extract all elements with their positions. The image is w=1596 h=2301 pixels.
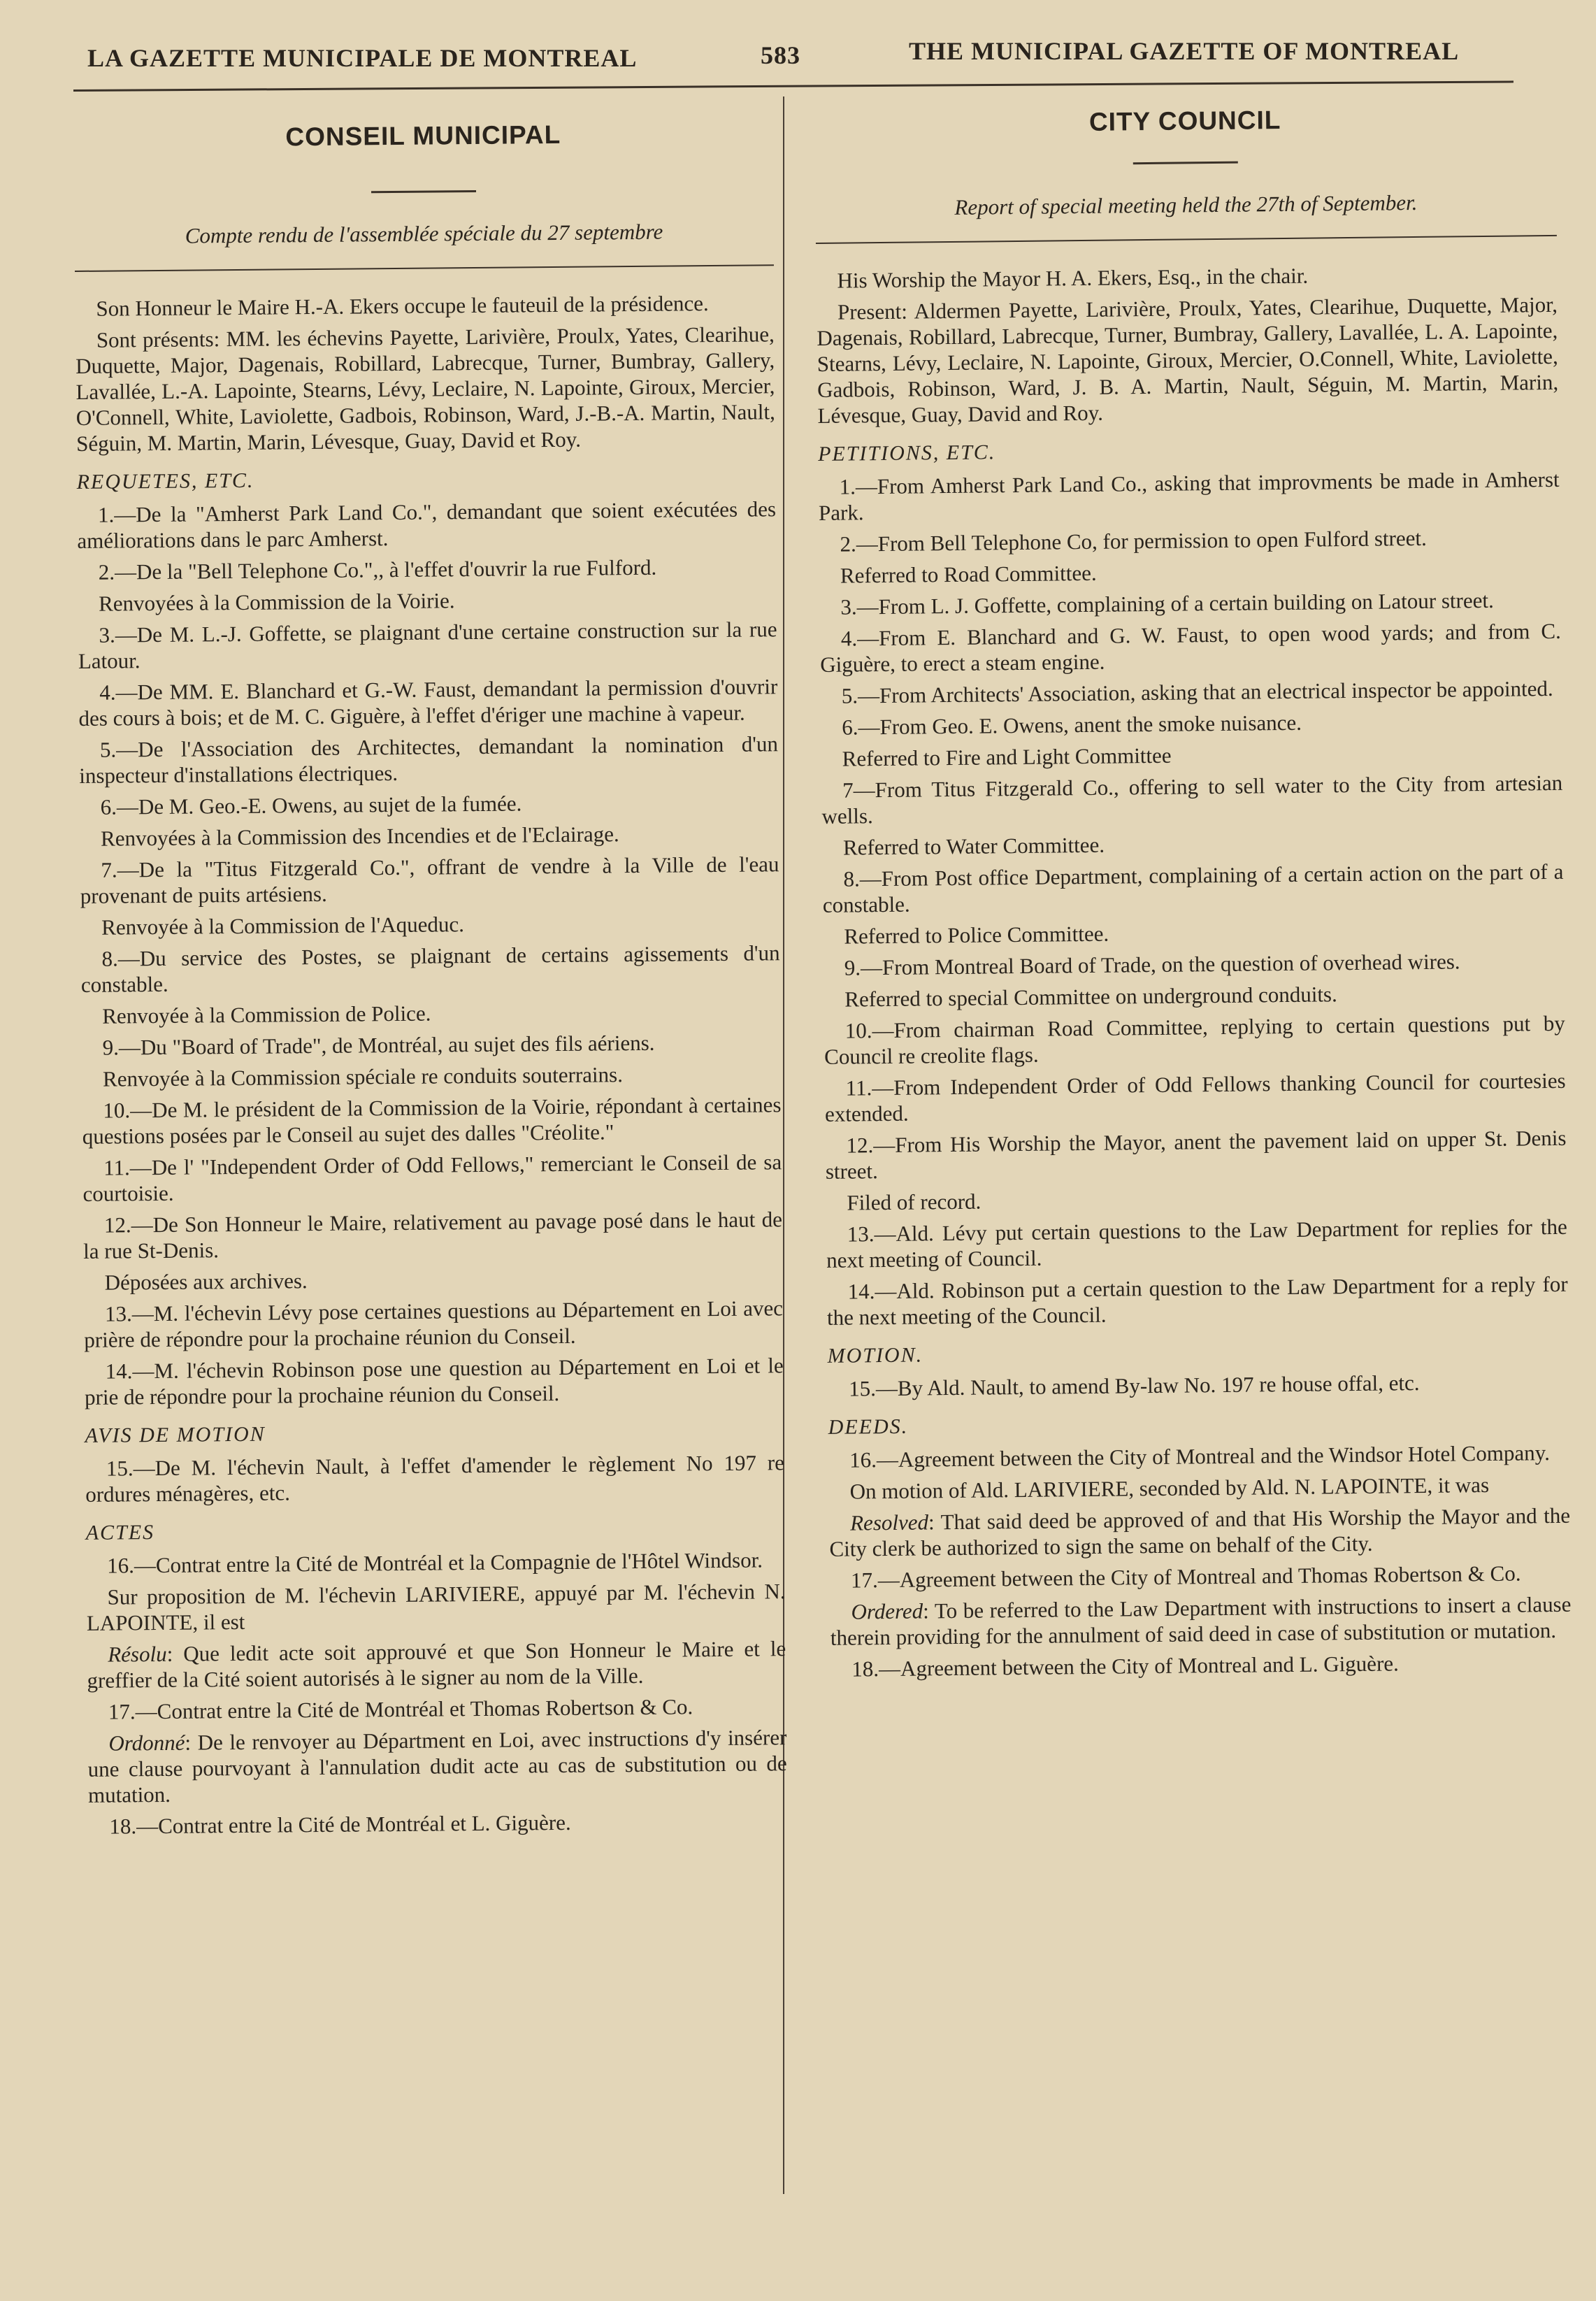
english-chair: His Worship the Mayor H. A. Ekers, Esq., in the chair. [837, 263, 1309, 293]
french-item: 3.—De M. L.-J. Goffette, se plaignant d'une certaine construction sur la rue Latour. [78, 617, 777, 673]
resolution-text: : That said deed be approved of and that His Worship the Mayor and the City clerk be authorized to sign the same on behalf of the City. [829, 1503, 1571, 1561]
english-item: Referred to special Committee on underground conduits. [844, 982, 1337, 1012]
french-item: Renvoyées à la Commission de la Voirie. [98, 588, 455, 616]
resolution-label: Résolu [108, 1641, 167, 1667]
english-item: 1.—From Amherst Park Land Co., asking that improvments be made in Amherst Park. [818, 466, 1560, 525]
french-item: 10.—De M. le président de la Commission de la Voirie, répondant à certaines questions posées par le Conseil au sujet des dalles "Créolite." [82, 1092, 782, 1149]
french-title: CONSEIL MUNICIPAL [285, 120, 561, 152]
english-item: 10.—From chairman Road Committee, replying to certain questions put by Council re creolite flags. [824, 1010, 1565, 1069]
english-item: 14.—Ald. Robinson put a certain question to the Law Department for a reply for the next meeting of the Council. [826, 1271, 1568, 1330]
french-item: 2.—De la "Bell Telephone Co.",, à l'effet d'ouvrir la rue Fulford. [98, 554, 657, 585]
english-item: 18.—Agreement between the City of Montreal and L. Giguère. [851, 1651, 1399, 1682]
french-item: 7.—De la "Titus Fitzgerald Co.", offrant de vendre à la Ville de l'eau provenant de puits artésiens. [80, 852, 779, 908]
french-item: 9.—Du "Board of Trade", de Montréal, au sujet des fils aériens. [102, 1030, 655, 1060]
english-column [814, 104, 1572, 1688]
english-item: 16.—Agreement between the City of Montreal and the Windsor Hotel Company. [849, 1440, 1551, 1472]
french-item: 11.—De l' "Independent Order of Odd Fellows," remerciant le Conseil de sa courtoisie. [82, 1149, 782, 1206]
english-item: Referred to Road Committee. [840, 560, 1097, 588]
french-resolution [87, 1635, 786, 1693]
french-item: 5.—De l'Association des Architectes, demandant la nomination d'un inspecteur d'installations électriques. [79, 731, 779, 788]
french-item: Renvoyée à la Commission spéciale re conduits souterrains. [102, 1062, 624, 1091]
french-item: 17.—Contrat entre la Cité de Montréal et Thomas Robertson & Co. [108, 1694, 693, 1724]
french-item: 12.—De Son Honneur le Maire, relativement au pavage posé dans le haut de la rue St-Denis. [83, 1207, 783, 1263]
resolution-label: Resolved [849, 1510, 929, 1535]
english-section-heading: DEEDS. [828, 1414, 909, 1439]
french-section-heading: REQUETES, ETC. [76, 468, 254, 494]
english-section-heading: PETITIONS, ETC. [817, 440, 996, 466]
french-subtitle-rule [75, 264, 774, 272]
french-order [87, 1724, 787, 1808]
english-item: 13.—Ald. Lévy put certain questions to the Law Department for replies for the next meeting of Council. [826, 1214, 1567, 1273]
header-english: THE MUNICIPAL GAZETTE OF MONTREAL [909, 37, 1460, 65]
french-item: 1.—De la "Amherst Park Land Co.", demandant que soient exécutées des améliorations dans le parc Amherst. [77, 496, 777, 553]
french-section-heading: ACTES [85, 1521, 155, 1544]
header-rule [73, 80, 1514, 92]
english-item: 3.—From L. J. Goffette, complaining of a certain building on Latour street. [840, 587, 1494, 619]
english-title-rule [1133, 162, 1238, 165]
order-text: : De le renvoyer au Départment en Loi, avec instructions d'y insérer une clause pourvoyant à l'annulation dudit acte au cas de substitution ou de mutation. [87, 1725, 787, 1807]
english-item: On motion of Ald. LARIVIERE, seconded by Ald. N. LAPOINTE, it was [849, 1472, 1490, 1504]
french-chair: Son Honneur le Maire H.-A. Ekers occupe le fauteuil de la présidence. [96, 291, 709, 321]
french-item: Déposées aux archives. [104, 1268, 308, 1295]
english-resolution [829, 1503, 1571, 1562]
french-item: 16.—Contrat entre la Cité de Montréal et la Compagnie de l'Hôtel Windsor. [106, 1547, 763, 1578]
french-present: Sont présents: MM. les échevins Payette, Larivière, Proulx, Yates, Clearihue, Duquette, Major, Dagenais, Robillard, Labrecque, Turner, Bumbray, Gallery, Lavallée, L.-A. Lapointe, Stearns, Lévy, Leclaire, N. Lapointe, Giroux, Mercier, O'Connell, White, Laviolette, Gadbois, Robinson, Ward, J.-B.-A. Martin, Nault, Séguin, M. Martin, Marin, Lévesque, Guay, David et Roy. [76, 322, 775, 456]
french-item: 13.—M. l'échevin Lévy pose certaines questions au Département en Loi avec prière de répondre pour la prochaine réunion du Conseil. [84, 1296, 784, 1352]
english-item: 5.—From Architects' Association, asking that an electrical inspector be appointed. [841, 675, 1553, 708]
order-text: : To be referred to the Law Department with instructions to insert a clause therein providing for the annulment of said deed in case of substitution or mutation. [830, 1591, 1572, 1650]
french-item: 6.—De M. Geo.-E. Owens, au sujet de la fumée. [100, 791, 522, 819]
english-item: 15.—By Ald. Nault, to amend By-law No. 197 re house offal, etc. [848, 1370, 1420, 1401]
french-item: Renvoyée à la Commission de l'Aqueduc. [101, 912, 465, 940]
french-subtitle: Compte rendu de l'assemblée spéciale du 27 septembre [185, 219, 663, 248]
english-item: Referred to Water Committee. [842, 832, 1105, 860]
french-item: 14.—M. l'échevin Robinson pose une question au Département en Loi et le prie de répondre pour la prochaine réunion du Conseil. [84, 1353, 784, 1410]
english-item: 8.—From Post office Department, complaining of a certain action on the part of a constable. [822, 859, 1564, 917]
french-item: Sur proposition de M. l'échevin LARIVIERE, appuyé par M. l'échevin N. LAPOINTE, il est [86, 1579, 786, 1635]
french-item: 4.—De MM. E. Blanchard et G.-W. Faust, demandant la permission d'ouvrir des cours à bois; et de M. C. Giguère, à l'effet d'ériger une machine à vapeur. [78, 674, 778, 731]
english-item: Filed of record. [847, 1189, 982, 1215]
english-item: Referred to Police Committee. [844, 921, 1109, 949]
order-label: Ordonné [108, 1730, 185, 1756]
english-present: Present: Aldermen Payette, Larivière, Proulx, Yates, Clearihue, Duquette, Major, Dagenais, Robillard, Labrecque, Turner, Bumbray, Gallery, Lavallée, L. A. Lapointe, Stearns, Lévy, Leclaire, N. Lapointe, Giroux, Mercier, O.Connell, White, Laviolette, Gadbois, Robinson, Ward, J. B. A. Martin, Nault, Séguin, M. Martin, Marin, Lévesque, Guay, David and Roy. [817, 292, 1559, 428]
english-item: 11.—From Independent Order of Odd Fellows thanking Council for courtesies extended. [824, 1068, 1566, 1126]
french-item: Renvoyées à la Commission des Incendies et de l'Eclairage. [100, 822, 619, 851]
english-subtitle-rule [816, 235, 1557, 244]
english-item: 17.—Agreement between the City of Montreal and Thomas Robertson & Co. [850, 1561, 1521, 1593]
order-label: Ordered [851, 1598, 923, 1624]
french-title-rule [371, 190, 476, 193]
english-item: 2.—From Bell Telephone Co, for permission to open Fulford street. [840, 525, 1427, 557]
english-item: 9.—From Montreal Board of Trade, on the question of overhead wires. [844, 949, 1460, 980]
english-item: 12.—From His Worship the Mayor, anent the pavement laid on upper St. Denis street. [825, 1125, 1567, 1184]
column-divider [783, 96, 784, 2194]
english-item: 4.—From E. Blanchard and G. W. Faust, to open wood yards; and from C. Giguère, to erect a steam engine. [820, 618, 1562, 677]
french-item: 18.—Contrat entre la Cité de Montréal et L. Giguère. [109, 1809, 571, 1839]
french-section-heading: AVIS DE MOTION [85, 1422, 266, 1447]
resolution-text: : Que ledit acte soit approuvé et que Son Honneur le Maire et le greffier de la Cité soient autorisés à le signer au nom de la Ville. [87, 1636, 786, 1693]
english-item: 6.—From Geo. E. Owens, anent the smoke nuisance. [842, 710, 1302, 740]
english-subtitle: Report of special meeting held the 27th of September. [954, 189, 1418, 220]
french-column [73, 106, 788, 1845]
header-french: LA GAZETTE MUNICIPALE DE MONTREAL [87, 44, 638, 72]
french-item: 15.—De M. l'échevin Nault, à l'effet d'amender le règlement No 197 re ordures ménagères, etc. [85, 1450, 785, 1507]
english-item: Referred to Fire and Light Committee [842, 743, 1172, 771]
english-section-heading: MOTION. [827, 1343, 923, 1368]
english-order [830, 1591, 1572, 1651]
page-number: 583 [761, 41, 800, 69]
english-title: CITY COUNCIL [1088, 106, 1281, 136]
english-item: 7—From Titus Fitzgerald Co., offering to sell water to the City from artesian wells. [821, 770, 1563, 829]
french-item: 8.—Du service des Postes, se plaignant de certains agissements d'un constable. [80, 940, 780, 997]
french-item: Renvoyée à la Commission de Police. [102, 1001, 431, 1028]
